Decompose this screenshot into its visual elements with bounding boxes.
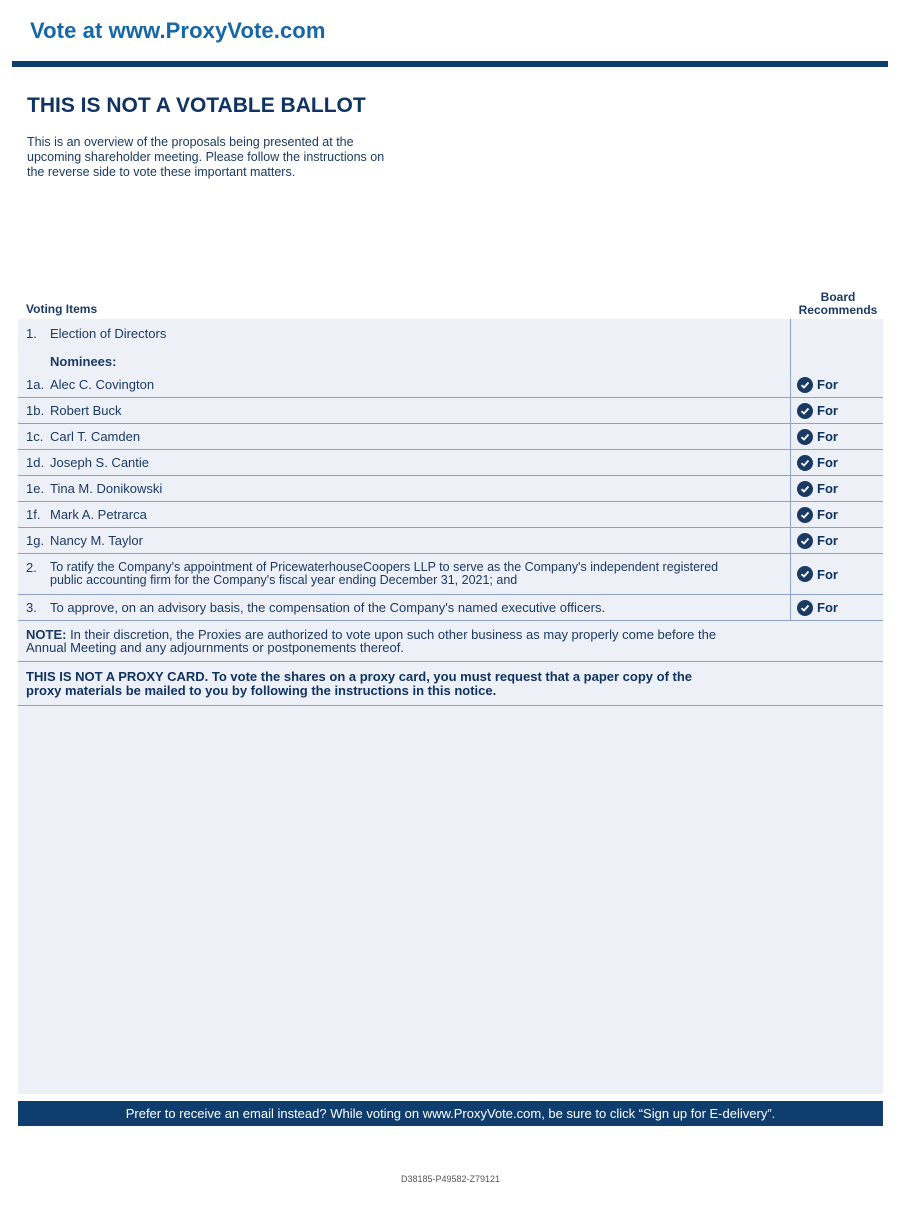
site-url-title: Vote at www.ProxyVote.com	[30, 18, 326, 43]
note-line: In their discretion, the Proxies are authorized to vote upon such other business as may properly come before the	[66, 627, 717, 642]
intro-text	[27, 135, 457, 180]
table-row	[18, 319, 883, 351]
nominees-label: Nominees:	[50, 354, 117, 369]
board-recommendation	[797, 455, 838, 471]
notice-line: THIS IS NOT A PROXY CARD. To vote the shares on a proxy card, you must request that a paper copy of the	[26, 668, 693, 684]
check-circle-icon	[797, 533, 813, 549]
nominee-number: 1e.	[26, 481, 45, 496]
table-row	[18, 621, 883, 662]
check-circle-icon	[797, 507, 813, 523]
recommendation-label: For	[817, 566, 838, 582]
board-recommendation	[797, 429, 838, 445]
note-text	[18, 621, 883, 662]
intro-line: This is an overview of the proposals being presented at the	[27, 135, 354, 149]
note-line: Annual Meeting and any adjournments or postponements thereof.	[26, 640, 404, 655]
nominee-number: 1g.	[26, 533, 45, 548]
board-recommendation	[797, 566, 838, 582]
board-header-line: Board	[820, 290, 856, 304]
recommendation-label: For	[817, 533, 838, 548]
proposal-text	[50, 561, 718, 587]
nominee-number: 1a.	[26, 377, 45, 392]
proposal-line: public accounting firm for the Company's fiscal year ending December 31, 2021; and	[50, 573, 518, 587]
nominee-name: Tina M. Donikowski	[50, 481, 163, 496]
check-circle-icon	[797, 403, 813, 419]
board-recommendation	[797, 403, 838, 419]
table-row	[18, 351, 883, 372]
proposal-2	[26, 561, 790, 587]
check-circle-icon	[797, 455, 813, 471]
item-number: 3.	[26, 600, 37, 615]
table-row	[18, 662, 883, 706]
recommendation-label: For	[817, 377, 838, 392]
board-header-line: Recommends	[798, 303, 878, 317]
recommendation-label: For	[817, 455, 838, 470]
intro-line: the reverse side to vote these important matters.	[27, 165, 296, 179]
item-label: Election of Directors	[50, 326, 167, 341]
nominee-number: 1f.	[26, 507, 41, 522]
nominee-name: Joseph S. Cantie	[50, 455, 150, 470]
board-recommendation	[797, 600, 838, 616]
check-circle-icon	[797, 481, 813, 497]
item-number: 1.	[26, 326, 37, 341]
header-divider	[12, 61, 888, 67]
board-recommendation	[797, 481, 838, 497]
check-circle-icon	[797, 600, 813, 616]
document-code: D38185-P49582-Z79121	[400, 1174, 501, 1184]
proposal-line: To ratify the Company's appointment of PricewaterhouseCoopers LLP to serve as the Company's independent registered	[50, 560, 719, 574]
board-recommendation	[797, 377, 838, 393]
table-row	[18, 424, 883, 450]
table-row	[18, 476, 883, 502]
nominee-name: Robert Buck	[50, 403, 122, 418]
recommendation-label: For	[817, 600, 838, 615]
nominee-name: Mark A. Petrarca	[50, 507, 147, 522]
nominee-number: 1c.	[26, 429, 44, 444]
check-circle-icon	[797, 566, 813, 582]
nominee-name: Carl T. Camden	[50, 429, 141, 444]
check-circle-icon	[797, 377, 813, 393]
recommendation-label: For	[817, 507, 838, 522]
notice-title: THIS IS NOT A VOTABLE BALLOT	[27, 94, 366, 117]
voting-items-header: Voting Items	[26, 302, 98, 316]
table-row	[18, 372, 883, 398]
board-recommendation	[797, 507, 838, 523]
recommendation-label: For	[817, 429, 838, 444]
board-recommendation	[797, 533, 838, 549]
intro-line: upcoming shareholder meeting. Please follow the instructions on	[27, 150, 385, 164]
table-row	[18, 554, 883, 595]
recommendation-label: For	[817, 481, 838, 496]
not-proxy-card-notice	[18, 662, 883, 706]
check-circle-icon	[797, 429, 813, 445]
nominee-number: 1d.	[26, 455, 45, 470]
edelivery-banner: Prefer to receive an email instead? While voting on www.ProxyVote.com, be sure to click “Sign up for E-delivery”.	[18, 1101, 883, 1126]
table-row	[18, 502, 883, 528]
table-row	[18, 450, 883, 476]
board-recommends-header	[793, 291, 883, 317]
item-number: 2.	[26, 560, 37, 575]
notice-line: proxy materials be mailed to you by following the instructions in this notice.	[26, 682, 497, 698]
nominee-number: 1b.	[26, 403, 45, 418]
table-row	[18, 398, 883, 424]
nominee-name: Alec C. Covington	[50, 377, 155, 392]
table-row	[18, 528, 883, 554]
table-row	[18, 595, 883, 621]
recommendation-label: For	[817, 403, 838, 418]
note-label: NOTE:	[26, 627, 67, 642]
proposal-text: To approve, on an advisory basis, the compensation of the Company's named executive officers.	[50, 600, 606, 615]
voting-items-table	[18, 319, 883, 706]
nominee-name: Nancy M. Taylor	[50, 533, 143, 548]
